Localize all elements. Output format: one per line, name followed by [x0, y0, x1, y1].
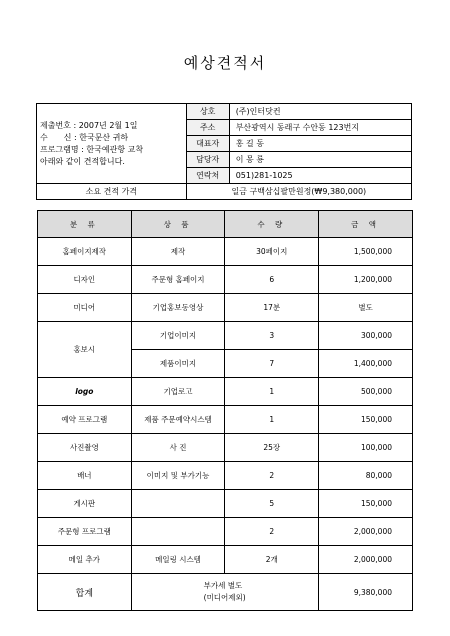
submission-line: 제출번호 : 2007년 2월 1일 [40, 120, 138, 130]
row-product: 메일링 시스템 [131, 546, 225, 574]
row-product: 제품이미지 [131, 350, 225, 378]
row-amount: 1,400,000 [319, 350, 413, 378]
row-category: 메일 추가 [38, 546, 132, 574]
manager-value: 이 몽 룡 [229, 152, 411, 168]
table-row [38, 462, 413, 490]
table-row [38, 406, 413, 434]
row-amount: 150,000 [319, 490, 413, 518]
row-quantity: 6 [225, 266, 319, 294]
row-category: 주문형 프로그램 [38, 518, 132, 546]
row-amount: 150,000 [319, 406, 413, 434]
document-title: 예상견적서 [183, 54, 267, 72]
row-category: 홍보시 [38, 322, 132, 378]
row-amount: 1,200,000 [319, 266, 413, 294]
table-row [38, 546, 413, 574]
address-value: 부산광역시 동래구 수안동 123번지 [229, 120, 411, 136]
submission-line: 아래와 같이 견적합니다. [40, 156, 125, 166]
row-product: 주문형 홈페이지 [131, 266, 225, 294]
ceo-value: 홍 길 동 [229, 136, 411, 152]
row-quantity: 3 [225, 322, 319, 350]
row-quantity: 5 [225, 490, 319, 518]
table-row [38, 322, 413, 350]
row-quantity: 30페이지 [225, 238, 319, 266]
row-amount: 별도 [319, 294, 413, 322]
table-row [38, 434, 413, 462]
row-quantity: 2개 [225, 546, 319, 574]
row-product: 제품 주문예약시스템 [131, 406, 225, 434]
row-product: 이미지 및 부가기능 [131, 462, 225, 490]
table-row [38, 378, 413, 406]
row-product: 기업로고 [131, 378, 225, 406]
row-category: 미디어 [38, 294, 132, 322]
total-amount: 9,380,000 [319, 574, 413, 611]
row-amount: 2,000,000 [319, 518, 413, 546]
total-estimate-value: 일금 구백삼십팔만원정(₩9,380,000) [186, 184, 411, 200]
row-quantity: 25장 [225, 434, 319, 462]
column-header-quantity: 수 량 [225, 211, 319, 238]
row-category: 홈페이지제작 [38, 238, 132, 266]
row-amount: 100,000 [319, 434, 413, 462]
total-label: 합계 [38, 574, 132, 611]
total-estimate-label: 소요 견적 가격 [37, 184, 187, 200]
row-quantity: 1 [225, 406, 319, 434]
row-category: 배너 [38, 462, 132, 490]
estimate-items-table [37, 210, 413, 611]
quote-header-table [36, 103, 412, 200]
ceo-label: 대표자 [186, 136, 229, 152]
table-row [38, 518, 413, 546]
row-quantity: 17분 [225, 294, 319, 322]
total-note: 부가세 별도 (미디어제외) [131, 574, 319, 611]
contact-value: 051)281-1025 [229, 168, 411, 184]
table-row [38, 238, 413, 266]
address-label: 주소 [186, 120, 229, 136]
row-quantity: 2 [225, 462, 319, 490]
row-amount: 500,000 [319, 378, 413, 406]
row-category: 게시판 [38, 490, 132, 518]
row-category: logo [38, 378, 132, 406]
row-product: 사 진 [131, 434, 225, 462]
submission-line: 프로그램명 : 한국예관항 교착 [40, 144, 144, 154]
row-category: 디자인 [38, 266, 132, 294]
submission-info [37, 104, 187, 184]
row-product: 기업이미지 [131, 322, 225, 350]
table-row [38, 266, 413, 294]
company-name-value: (주)인터닷컨 [229, 104, 411, 120]
table-row [38, 490, 413, 518]
table-header-row [38, 211, 413, 238]
submission-line: 수 신 : 한국문산 귀하 [40, 132, 129, 142]
column-header-product: 상 품 [131, 211, 225, 238]
row-amount: 300,000 [319, 322, 413, 350]
row-quantity: 2 [225, 518, 319, 546]
total-row [38, 574, 413, 611]
row-amount: 1,500,000 [319, 238, 413, 266]
column-header-category: 분 류 [38, 211, 132, 238]
company-name-label: 상호 [186, 104, 229, 120]
manager-label: 담당자 [186, 152, 229, 168]
row-product [131, 490, 225, 518]
row-category: 사진촬영 [38, 434, 132, 462]
row-product: 제작 [131, 238, 225, 266]
row-product: 기업홍보동영상 [131, 294, 225, 322]
column-header-amount: 금 액 [319, 211, 413, 238]
row-quantity: 1 [225, 378, 319, 406]
row-category: 예약 프로그램 [38, 406, 132, 434]
contact-label: 연락처 [186, 168, 229, 184]
row-product [131, 518, 225, 546]
row-amount: 80,000 [319, 462, 413, 490]
row-quantity: 7 [225, 350, 319, 378]
row-amount: 2,000,000 [319, 546, 413, 574]
table-row [38, 294, 413, 322]
